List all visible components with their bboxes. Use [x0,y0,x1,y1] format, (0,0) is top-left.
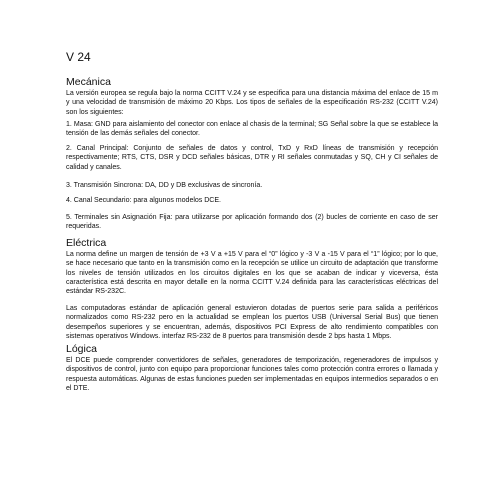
logica-paragraph-1: El DCE puede comprender convertidores de señales, generadores de temporización, regeneradores de impulsos y dispositivos de control, junto con equipo para proporcionar funciones tales como protección contra errores o llamada y respuesta automáticas. Algunas de estas funciones pueden ser implementadas en equipos intermedios separados o en el DTE. [66,357,438,392]
mecanica-item-canal-secundario: 4. Canal Secundario: para algunos modelos DCE. [66,197,221,204]
electrica-paragraph-1: La norma define un margen de tensión de +3 V a +15 V para el “0” lógico y -3 V a -15 V para el “1” lógico; por lo que, se hace necesario que tanto en la transmisión como en la recepción se utilice un circuito de adaptación que transforme los niveles de tensión utilizados en los circuitos digitales en los que se acaban de indicar y viceversa, ésta característica está descrita en mayor detalle en la norma CCITT V.24 definida para las características eléctricas del estándar RS-232C. [66,251,438,296]
section-heading-mecanica: Mecánica [66,76,111,88]
electrica-paragraph-2: Las computadoras estándar de aplicación general estuvieron dotadas de puertos serie para salida a periféricos normalizados como RS-232 pero en la actualidad se emplean los puertos USB (Universal Serial Bus) que tienen desempeños superiores y se encuentran, además, dispositivos PCI Express de alto rendimiento compatibles con sistemas operativos Windows. interfaz RS-232 de 8 puertos para transmisión desde 2 bps hasta 1 Mbps. [66,305,438,340]
mecanica-item-terminales: 5. Terminales sin Asignación Fija: para utilizarse por aplicación formando dos (2) bucles de corriente en caso de ser requeridas. [66,214,438,231]
mecanica-intro-paragraph: La versión europea se regula bajo la norma CCITT V.24 y se especifica para una distancia máxima del enlace de 15 m y una velocidad de transmisión de máximo 20 Kbps. Los tipos de señales de la especificación RS-232 (CCITT V.24) son los siguientes: [66,90,438,116]
mecanica-item-transmision-sincrona: 3. Transmisión Sincrona: DA, DD y DB exclusivas de sincronía. [66,182,263,189]
section-heading-electrica: Eléctrica [66,237,107,249]
mecanica-item-canal-principal: 2. Canal Principal: Conjunto de señales de datos y control, TxD y RxD líneas de transmisión y recepción respectivamente; RTS, CTS, DSR y DCD señales básicas, DTR y RI señales conmutadas y SQ, CH y CI señales de calidad y canales. [66,145,438,171]
section-heading-logica: Lógica [66,343,97,355]
mecanica-item-masa: 1. Masa: GND para aislamiento del conector con enlace al chasis de la terminal; SG Señal sobre la que se establece la tensión de las demás señales del conector. [66,121,438,138]
document-page [66,0,438,495]
document-title: V 24 [66,50,91,64]
